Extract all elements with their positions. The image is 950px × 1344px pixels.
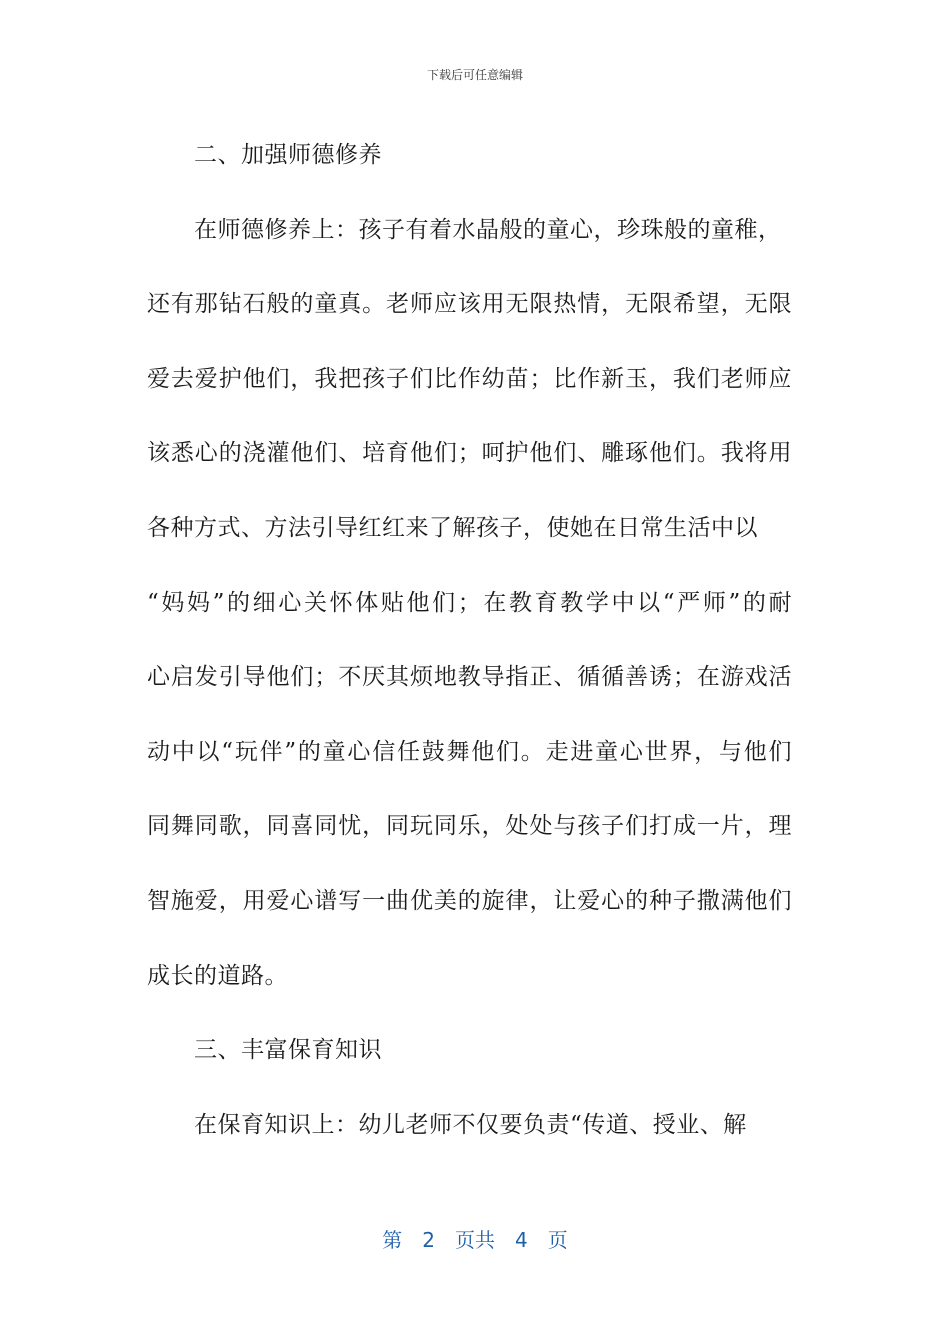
paragraph-line: “妈妈”的细心关怀体贴他们；在教育教学中以“严师”的耐 (147, 589, 792, 616)
paragraph-line: 各种方式、方法引导红红来了解孩子，使她在日常生活中以 (147, 514, 758, 541)
paragraph-line: 在保育知识上：幼儿老师不仅要负责“传道、授业、解 (194, 1111, 747, 1138)
paragraph-line: 还有那钻石般的童真。老师应该用无限热情，无限希望，无限 (147, 291, 792, 318)
paragraph-line: 动中以“玩伴”的童心信任鼓舞他们。走进童心世界，与他们 (147, 738, 792, 765)
section-heading: 二、加强师德修养 (194, 142, 382, 168)
footer-suffix: 页 (547, 1228, 568, 1252)
paragraph-line: 该悉心的浇灌他们、培育他们；呵护他们、雕琢他们。我将用 (147, 440, 792, 467)
section-heading: 三、丰富保育知识 (194, 1037, 382, 1064)
page-footer (0, 1224, 950, 1253)
paragraph-line: 在师德修养上：孩子有着水晶般的童心，珍珠般的童稚， (194, 216, 782, 243)
paragraph-line: 智施爱，用爱心谱写一曲优美的旋律，让爱心的种子撒满他们 (147, 887, 792, 914)
paragraph-line: 爱去爱护他们，我把孩子们比作幼苗；比作新玉，我们老师应 (147, 365, 792, 392)
paragraph-line: 成长的道路。 (147, 962, 288, 989)
page-header: 下载后可任意编辑 (426, 68, 523, 82)
footer-prefix: 第 (382, 1228, 403, 1252)
total-pages-number: 4 (515, 1228, 528, 1252)
document-body (147, 118, 792, 1162)
current-page-number: 2 (422, 1228, 435, 1252)
paragraph-line: 心启发引导他们；不厌其烦地教导指正、循循善诱；在游戏活 (147, 664, 792, 691)
footer-middle: 页共 (455, 1228, 495, 1252)
paragraph-line: 同舞同歌，同喜同忧，同玩同乐，处处与孩子们打成一片，理 (147, 813, 792, 840)
